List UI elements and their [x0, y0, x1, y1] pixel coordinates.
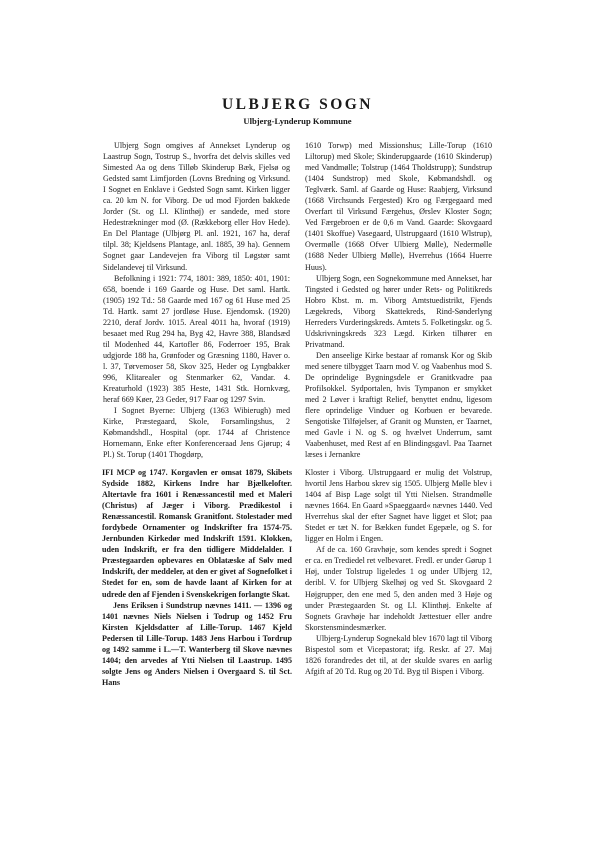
paragraph: Ulbjerg-Lynderup Sognekald blev 1670 lagt til Viborg Bispestol som et Vicepastorat; ifg. Reskr. af 27. Maj 1826 forandredes det til, at der skulde svares en aarlig Afgift af 20 Td. Rug og 20 Td. Byg til Bispen i Viborg. [305, 633, 492, 676]
lower-right-column [305, 467, 492, 677]
paragraph: IFI MCP og 1747. Korgavlen er omsat 1879, Skibets Sydside 1882, Kirkens Indre har Bjælkelofter. Altertavle fra 1601 i Renæssancestil med et Maleri (Christus) af Jæger i Viborg. Prædikestol i Renæssancestil. Romansk Granitfont. Stolestader med fordybede Ornamenter og Indskrifter fra 1574-75. Jernbunden Kirkedør med Indskrift 1591. Klokken, uden Indskrift, er fra den tidligere Middelalder. I Præstegaarden opbevares en Oblatæske af Sølv med Indskrift, der meddeler, at den er givet af Sognefolket i Stedet for en, som de havde laant af Kirken for at udrede den af Fjenden i Svenskekrigen forlangte Skat. [102, 468, 292, 599]
paragraph: Ulbjerg Sogn omgives af Annekset Lynderup og Laastrup Sogn, Tostrup S., hvorfra det delvis skilles ved Simested Aa og dens Tilløb Skinderup Bæk, Fjelsø og Gedsted samt Limfjorden (Lovns Bredning og Virksund. I Sognet en Enklave i Gedsted Sogn samt. Kirken ligger ca. 20 km N. for Viborg. De ud mod Fjorden bakkede Jorder (St. og Ll. Klinthøj) er sandede, med store Hedestrækninger mod (Ø. (Rækkeborg eller Hov Hede). En Del Plantage (Ulbjørg Pl. anl. 1921, 167 ha, deraf tilpl. 38; Kjeldsens Plantage, anl. 1885, 39 ha). Gennem Sognet gaar Landevejen fra Viborg til Løgstør samt Sidelandevej til Virksund. [103, 141, 290, 272]
upper-right-column [305, 140, 492, 460]
page-subtitle: Ulbjerg-Lynderup Kommune [243, 116, 352, 126]
upper-left-column [103, 140, 290, 460]
page-title: ULBJERG SOGN [221, 96, 373, 113]
paragraph: Befolkning i 1921: 774, 1801: 389, 1850: 401, 1901: 658, boende i 169 Gaarde og Huse. Det saml. Hartk. (1905) 192 Td.: 58 Gaarde med 167 og 61 Huse med 25 Td. Hartk. samt 27 jordløse Huse. Ejendomsk. (1920) 2210, deraf Jordv. 1015. Areal 4011 ha, hvoraf (1919) besaaet med Rug 294 ha, Byg 42, Havre 388, Blandsæd til Modenhed 44, Kartofler 86, Foderroer 195, Brak udgjorde 188 ha, Grønfoder og Græsning 1180, Haver o. l. 37, Tørvemoser 58, Skov 325, Heder og Lyngbakker 996, Klitarealer og Stenmarker 62, Vandar. 4. Kreaturhold (1923) 385 Heste, 1431 Stk. Hornkvæg, heraf 669 Køer, 23 Geder, 917 Faar og 1297 Svin. [103, 273, 290, 405]
paragraph: Ulbjerg Sogn, een Sognekommune med Annekset, har Tingsted i Gedsted og hører under Rets- og Politikreds Hobro Kbst. m. m. Viborg Amtstuedistrikt, Fjends Lægekreds, Viborg Skattekreds, Rind-Sønderlyng Herreders Vurderingskreds. Amtets 5. Folketingskr. og 5. Udskrivningskreds 323 Lægd. Kirken tilhører en Privatmand. [305, 273, 492, 349]
lower-left-column [102, 467, 292, 688]
paragraph: Jens Eriksen i Sundstrup nævnes 1411. — 1396 og 1401 nævnes Niels Nielsen i Todrup og 1452 Fru Kirsten Kjeldsdatter af Lille-Torup. 1467 Kjeld Pedersen til Lille-Torup. 1483 Jens Harbou i Tordrup og 1492 samme i L.—T. Wanterberg til Skove nævnes 1404; den arvedes af Ytti Nielsen til Laastrup. 1495 solgte Jens og Anders Nielsen i Overgaard S. til Sct. Hans [102, 600, 292, 687]
paragraph: Af de ca. 160 Gravhøje, som kendes spredt i Sognet er ca. en Trediedel ret velbevaret. Fredl. er under Gørup 1 Høj, under Tolstrup ligeledes 1 og under Ulbjerg 12, deribl. V. for Ulbjerg Skelhøj og ved St. Skovgaard 2 Højgrupper, den ene med 5, den anden med 3 Høje og under Præstegaarden St. og Ll. Klinthøj. Enkelte af Sognets Gravhøje har indeholdt Jættestuer eller andre Skorstensmindesmærker. [305, 545, 492, 632]
paragraph: I Sognet Byerne: Ulbjerg (1363 Wibierugh) med Kirke, Præstegaard, Skole, Forsamlingshus, 2 Købmandshdl., Hospital (opr. 1744 af Christence Hornemann, Enke efter Konferenceraad Jens Gjørup; 4 Pl.) St. Torup (1401 Thogdørp, [103, 406, 290, 460]
paragraph: Kloster i Viborg. Ulstrupgaard er mulig det Volstrup, hvortil Jens Harbou skrev sig 1505. Ulbjerg Mølle blev i 1404 af Bisp Lage solgt til Ytti Nielsen. Strandmølle nævnes 1664. En Gaard »Spaeggaard« nævnes 1440. Ved Hverrehus skal der efter Sagnet have ligget et Slot; paa Stedet er tæt N. for Bækken fundet Egepæle, og S. for ligger en Holm i Engen. [305, 468, 492, 544]
paragraph: Den anseelige Kirke bestaar af romansk Kor og Skib med senere tilbygget Taarn mod V. og Vaabenhus mod S. De oprindelige Bygningsdele er Granitkvadre paa Profilsokkel. Sydportalen, hvis Tympanon er smykket med 2 Løver i kraftigt Relief, benyttet endnu, ligesom flere oprindelige Vinduer og Korbuen er bevarede. Sengotiske Tilføjelser, af Granit og Munsten, er Taarnet, med Gavle i N. og S. og hvælvet Underrum, samt Vaabenhuset, med Rest af en Blindingsgavl. Paa Taarnet læses i Jernankre [305, 350, 492, 460]
paragraph: 1610 Torwp) med Missionshus; Lille-Torup (1610 Liltorup) med Skole; Skinderupgaarde (1610 Skinderup) med Vandmølle; Tolstrup (1464 Tholdstrupp); Sundstrup (1404 Sundstrop) med Skole, Købmandshdl. og Teglværk. Saml. af Gaarde og Huse: Raabjerg, Virksund (1668 Virchsunds Fergested) Kro og Færgegaard med Overfart til Virksund Færgehus, Ørslev Kloster Sogn; Ved Færgebroen er de 0,6 m Vand. Gaarde: Skovgaard (1401 Skoffue) Vasegaard, Ulstrupgaard (1610 Wlstrup), Overmølle (1668 Ofver Ulbierg Mølle), Nedermølle (1688 Neder Ulbierg Mølle), Hverrehus (1664 Huerre Huus). [305, 141, 492, 272]
